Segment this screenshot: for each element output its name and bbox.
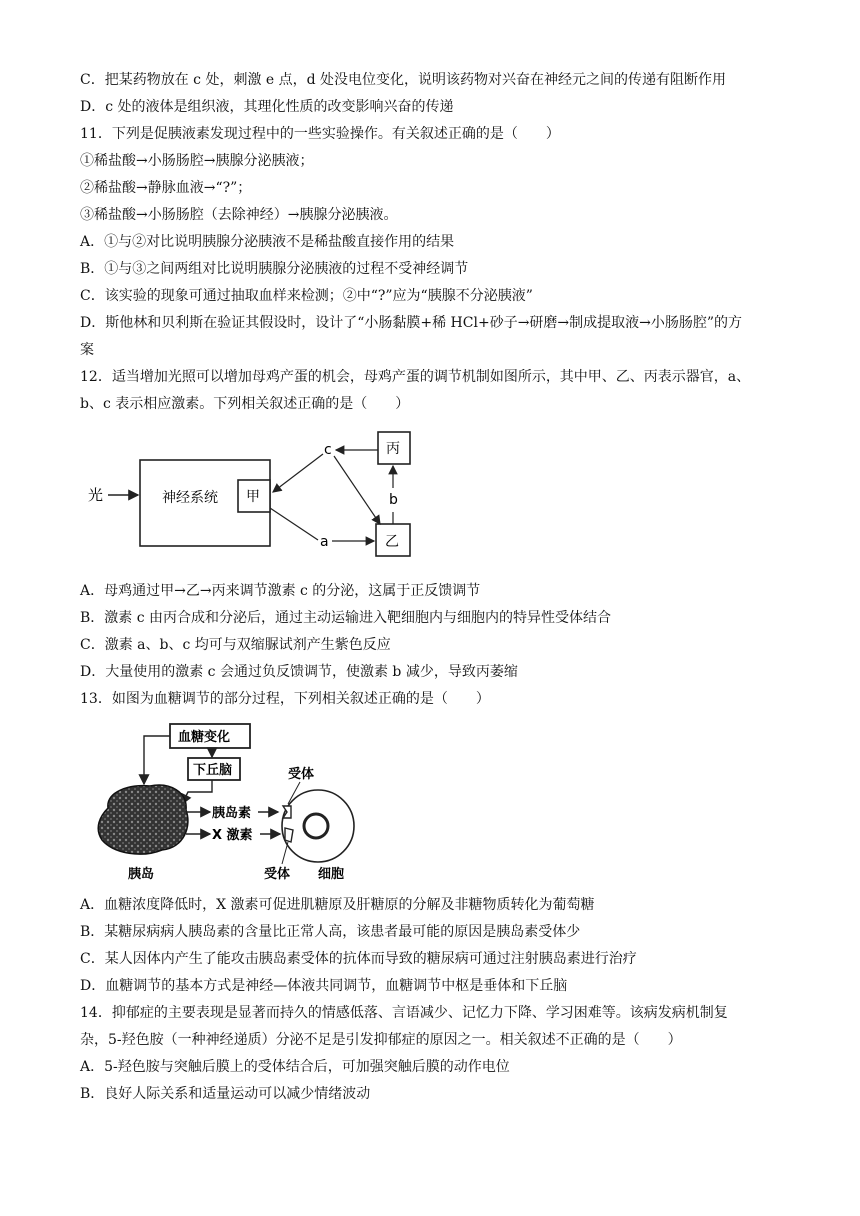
q14-option-b: B．良好人际关系和适量运动可以减少情绪波动 — [80, 1086, 371, 1102]
q11-option-d-line1: D．斯他林和贝利斯在验证其假设时，设计了“小肠黏膜+稀 HCl+砂子→研磨→制成提取液→小肠肠腔”的方 — [80, 315, 743, 331]
receptor-bottom-label: 受体 — [264, 867, 291, 882]
q11-option-a: A．①与②对比说明胰腺分泌胰液不是稀盐酸直接作用的结果 — [80, 234, 455, 250]
x-hormone-label: X 激素 — [212, 828, 253, 843]
q14-stem-line2: 杂，5-羟色胺（一种神经递质）分泌不足是引发抑郁症的原因之一。相关叙述不正确的是（ ） — [80, 1032, 682, 1048]
q11-item-2: ②稀盐酸→静脉血液→“?”； — [80, 180, 252, 196]
q12-option-d: D．大量使用的激素 c 会通过负反馈调节，使激素 b 减少，导致丙萎缩 — [80, 664, 518, 680]
hypothalamus-label: 下丘脑 — [193, 763, 233, 778]
q11-stem: 11．下列是促胰液素发现过程中的一些实验操作。有关叙述正确的是（ ） — [80, 126, 560, 142]
q13-option-a: A．血糖浓度降低时，X 激素可促进肌糖原及肝糖原的分解及非糖物质转化为葡萄糖 — [80, 897, 595, 913]
target-cell — [282, 790, 354, 862]
q10-option-c: C．把某药物放在 c 处，刺激 e 点，d 处没电位变化，说明该药物对兴奋在神经元之间的传递有阻断作用 — [80, 72, 727, 88]
q12-option-b: B．激素 c 由丙合成和分泌后，通过主动运输进入靶细胞内与细胞内的特异性受体结合 — [80, 610, 612, 626]
q14-stem-line1: 14．抑郁症的主要表现是显著而持久的情感低落、言语减少、记忆力下降、学习困难等。该病发病机制复 — [80, 1005, 728, 1021]
q13-stem: 13．如图为血糖调节的部分过程，下列相关叙述正确的是（ ） — [80, 691, 490, 707]
blood-sugar-change-label: 血糖变化 — [178, 730, 231, 745]
q13-option-d: D．血糖调节的基本方式是神经—体液共同调节，血糖调节中枢是垂体和下丘脑 — [80, 978, 568, 994]
q10-option-d: D．c 处的液体是组织液，其理化性质的改变影响兴奋的传递 — [80, 99, 454, 115]
cell-label: 细胞 — [318, 867, 345, 882]
q12-stem-line1: 12．适当增加光照可以增加母鸡产蛋的机会，母鸡产蛋的调节机制如图所示，其中甲、乙、丙表示器官，a、 — [80, 369, 751, 385]
egg-laying-regulation-diagram — [80, 420, 440, 570]
nervous-system-label: 神经系统 — [162, 490, 218, 506]
receptor-top-label: 受体 — [288, 767, 315, 782]
q13-option-b: B．某糖尿病病人胰岛素的含量比正常人高，该患者最可能的原因是胰岛素受体少 — [80, 924, 581, 940]
q11-option-c: C．该实验的现象可通过抽取血样来检测；②中“?”应为“胰腺不分泌胰液” — [80, 288, 533, 304]
q11-item-1: ①稀盐酸→小肠肠腔→胰腺分泌胰液； — [80, 153, 314, 169]
cell-nucleus — [304, 814, 328, 838]
q11-item-3: ③稀盐酸→小肠肠腔（去除神经）→胰腺分泌胰液。 — [80, 207, 398, 223]
hormone-c-label: c — [324, 442, 332, 458]
q11-option-b: B．①与③之间两组对比说明胰腺分泌胰液的过程不受神经调节 — [80, 261, 469, 277]
q13-option-c: C．某人因体内产生了能攻击胰岛素受体的抗体而导致的糖尿病可通过注射胰岛素进行治疗 — [80, 951, 637, 967]
organ-bing-label: 丙 — [386, 441, 400, 457]
organ-yi-label: 乙 — [385, 534, 399, 550]
q12-stem-line2: b、c 表示相应激素。下列相关叙述正确的是（ ） — [80, 396, 410, 412]
organ-jia-label: 甲 — [246, 489, 260, 505]
blood-sugar-regulation-diagram — [88, 718, 378, 886]
hormone-b-label: b — [389, 492, 398, 508]
insulin-label: 胰岛素 — [212, 806, 252, 821]
hormone-a-label: a — [320, 534, 329, 550]
q11-option-d-line2: 案 — [80, 342, 94, 358]
x-hormone-receptor-icon — [285, 828, 293, 842]
q14-option-a: A．5-羟色胺与突触后膜上的受体结合后，可加强突触后膜的动作电位 — [80, 1059, 510, 1075]
q12-option-a: A．母鸡通过甲→乙→丙来调节激素 c 的分泌，这属于正反馈调节 — [80, 583, 481, 599]
pancreatic-islet-blob — [98, 785, 188, 854]
light-label: 光 — [88, 486, 104, 504]
q12-option-c: C．激素 a、b、c 均可与双缩脲试剂产生紫色反应 — [80, 637, 391, 653]
islet-label: 胰岛 — [128, 867, 155, 882]
